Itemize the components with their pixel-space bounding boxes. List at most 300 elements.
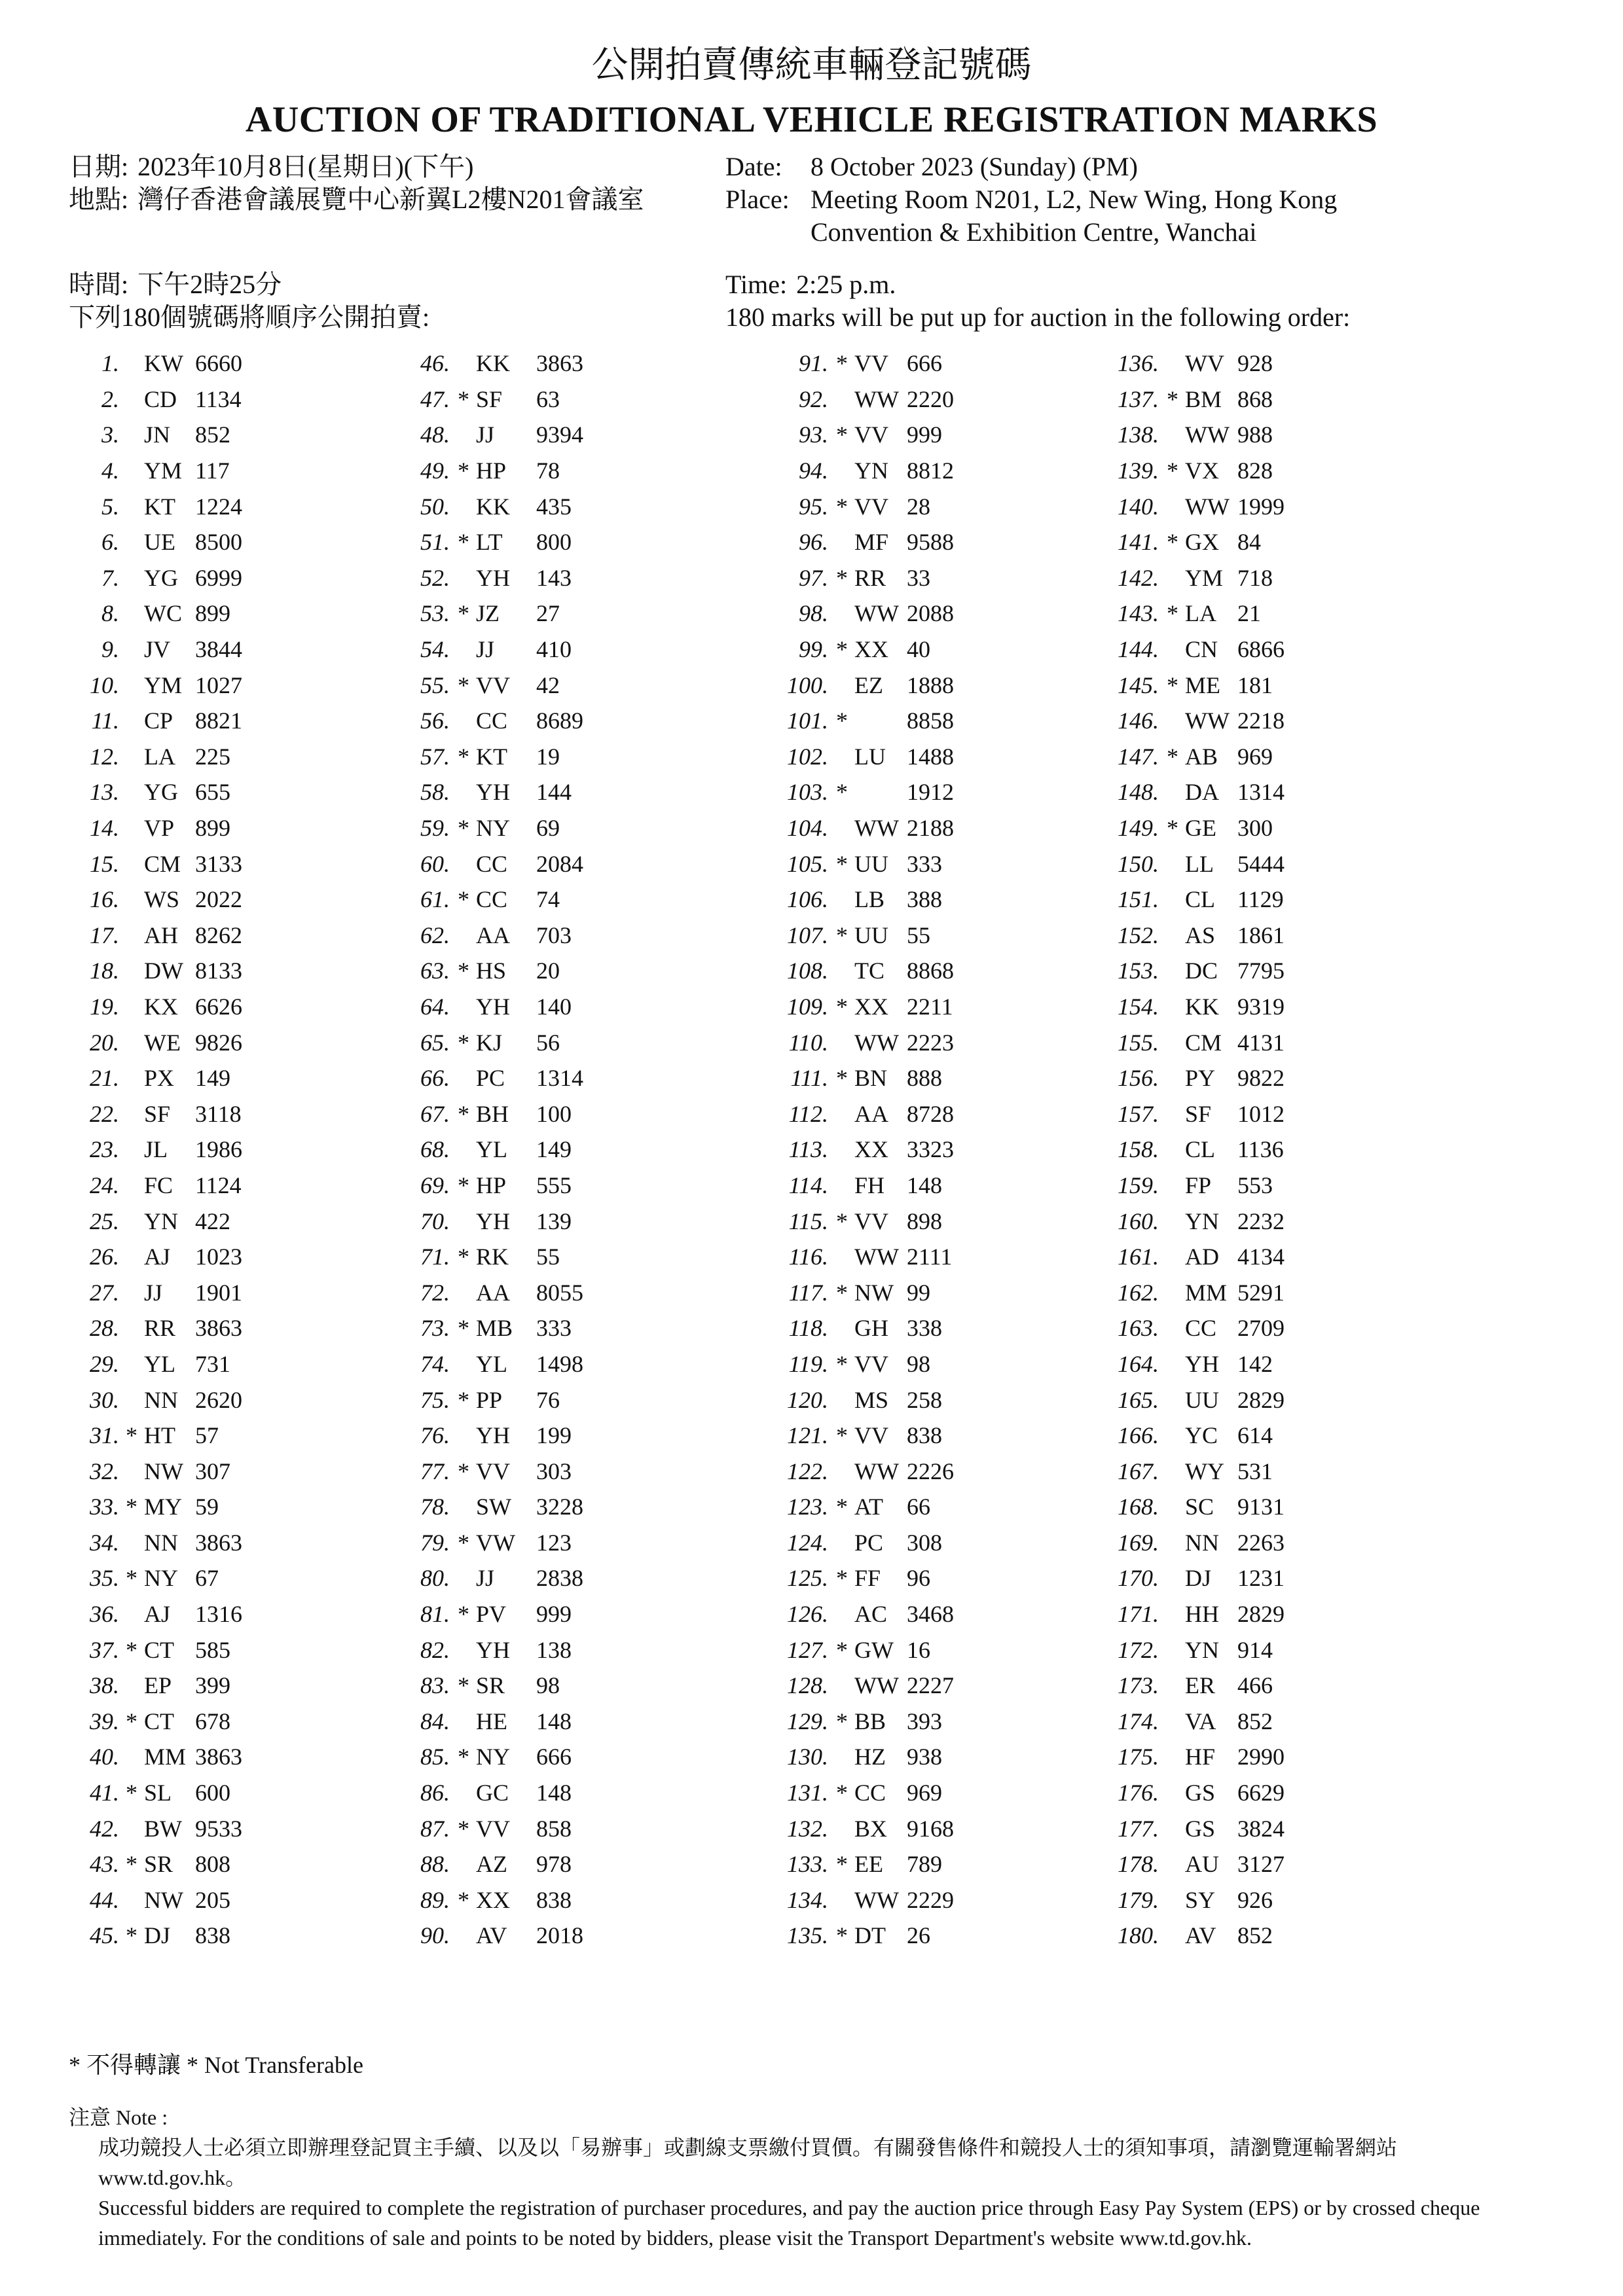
mark-digits: 117: [195, 457, 230, 484]
mark-entry: [390, 810, 583, 846]
mark-digits: 181: [1237, 672, 1273, 698]
mark-number: 81.: [420, 1601, 450, 1628]
mark-digits: 435: [536, 493, 572, 520]
mark-letters: WW: [854, 815, 899, 842]
mark-digits: 55: [907, 922, 930, 948]
mark-entry: [65, 918, 242, 954]
mark-entry: [763, 346, 954, 382]
not-transferable-marker: *: [836, 493, 848, 520]
mark-number: 26.: [90, 1244, 119, 1270]
mark-entry: [763, 1739, 954, 1775]
mark-number: 171.: [1118, 1601, 1159, 1628]
mark-entry: [763, 1810, 954, 1846]
mark-letters: MM: [1185, 1279, 1228, 1306]
mark-digits: 8858: [907, 708, 954, 734]
mark-digits: 3133: [195, 850, 242, 877]
mark-letters: KJ: [476, 1029, 503, 1056]
mark-letters: VV: [854, 350, 888, 377]
not-transferable-marker: *: [458, 1244, 469, 1270]
mark-number: 135.: [787, 1922, 828, 1949]
mark-entry: [390, 488, 583, 524]
mark-letters: FH: [854, 1172, 885, 1198]
mark-number: 151.: [1118, 886, 1159, 913]
mark-digits: 808: [195, 1851, 230, 1878]
mark-entry: [1090, 1203, 1285, 1239]
mark-entry: [65, 774, 242, 810]
mark-entry: [390, 1168, 583, 1204]
not-transferable-marker: *: [836, 779, 848, 806]
mark-entry: [1090, 739, 1285, 775]
mark-number: 12.: [90, 743, 119, 770]
mark-entry: [390, 882, 583, 918]
not-transferable-marker: *: [458, 1172, 469, 1198]
mark-number: 11.: [91, 708, 119, 734]
mark-digits: 2829: [1237, 1386, 1285, 1413]
date-label-en: Date:: [725, 152, 782, 181]
mark-entry: [763, 1310, 954, 1346]
mark-entry: [65, 1918, 242, 1954]
mark-letters: GX: [1185, 529, 1219, 556]
mark-entry: [1090, 1024, 1285, 1060]
mark-entry: [65, 1346, 242, 1382]
mark-number: 130.: [787, 1744, 828, 1770]
mark-letters: AZ: [476, 1851, 507, 1878]
not-transferable-marker: *: [836, 1708, 848, 1734]
mark-number: 14.: [90, 815, 119, 842]
mark-number: 150.: [1118, 850, 1159, 877]
mark-letters: SF: [476, 386, 503, 412]
not-transferable-footnote: * 不得轉讓 * Not Transferable: [69, 2052, 363, 2078]
mark-digits: 1314: [1237, 779, 1285, 806]
mark-number: 160.: [1118, 1208, 1159, 1234]
mark-entry: [65, 1525, 242, 1561]
mark-entry: [65, 1810, 242, 1846]
mark-letters: VX: [1185, 457, 1219, 484]
mark-digits: 553: [1237, 1172, 1273, 1198]
mark-number: 116.: [788, 1244, 828, 1270]
mark-entry: [763, 953, 954, 989]
mark-entry: [65, 524, 242, 560]
mark-letters: NN: [1185, 1529, 1219, 1556]
mark-digits: 2620: [195, 1386, 242, 1413]
mark-entry: [65, 1168, 242, 1204]
mark-entry: [1090, 1453, 1285, 1489]
mark-number: 95.: [799, 493, 828, 520]
mark-entry: [763, 1596, 954, 1632]
mark-letters: KK: [476, 493, 510, 520]
mark-number: 51.: [420, 529, 450, 556]
mark-letters: MB: [476, 1315, 513, 1342]
mark-number: 167.: [1118, 1458, 1159, 1484]
mark-number: 180.: [1118, 1922, 1159, 1949]
mark-number: 105.: [787, 850, 828, 877]
mark-number: 45.: [90, 1922, 119, 1949]
mark-number: 84.: [420, 1708, 450, 1734]
mark-digits: 3228: [536, 1494, 583, 1520]
mark-digits: 978: [536, 1851, 572, 1878]
mark-number: 158.: [1118, 1136, 1159, 1163]
mark-entry: [65, 953, 242, 989]
mark-letters: YH: [476, 1208, 510, 1234]
mark-letters: KT: [476, 743, 507, 770]
mark-entry: [65, 739, 242, 775]
mark-digits: 1861: [1237, 922, 1285, 948]
mark-entry: [390, 1382, 583, 1418]
not-transferable-marker: *: [458, 815, 469, 842]
mark-number: 78.: [420, 1494, 450, 1520]
date-label-zh: 日期:: [69, 152, 129, 181]
mark-entry: [390, 453, 583, 489]
mark-digits: 2084: [536, 850, 583, 877]
place-label-zh: 地點:: [69, 185, 129, 214]
mark-digits: 585: [195, 1636, 230, 1663]
mark-entry: [763, 1346, 954, 1382]
mark-number: 140.: [1118, 493, 1159, 520]
mark-digits: 1136: [1237, 1136, 1284, 1163]
mark-letters: YH: [1185, 1350, 1219, 1377]
mark-number: 119.: [788, 1350, 828, 1377]
mark-letters: YL: [144, 1350, 175, 1377]
mark-entry: [1090, 1739, 1285, 1775]
mark-letters: AH: [144, 922, 178, 948]
mark-digits: 422: [195, 1208, 230, 1234]
mark-digits: 899: [195, 600, 230, 627]
mark-letters: CL: [1185, 1136, 1216, 1163]
not-transferable-marker: *: [126, 1565, 137, 1592]
mark-number: 41.: [90, 1780, 119, 1806]
mark-digits: 28: [907, 493, 930, 520]
mark-letters: TC: [854, 958, 885, 984]
mark-letters: WY: [1185, 1458, 1224, 1484]
mark-digits: 98: [536, 1672, 560, 1699]
mark-entry: [1090, 1918, 1285, 1954]
mark-letters: WS: [144, 886, 179, 913]
mark-letters: CD: [144, 386, 177, 412]
note-zh-line2: www.td.gov.hk。: [98, 2166, 247, 2189]
mark-entry: [65, 1239, 242, 1275]
mark-digits: 938: [907, 1744, 942, 1770]
mark-digits: 9319: [1237, 993, 1285, 1020]
mark-letters: PY: [1185, 1065, 1216, 1092]
mark-entry: [390, 739, 583, 775]
mark-number: 117.: [788, 1279, 828, 1306]
mark-number: 25.: [90, 1208, 119, 1234]
mark-entry: [390, 1346, 583, 1382]
mark-entry: [390, 1203, 583, 1239]
mark-digits: 3118: [195, 1100, 242, 1127]
mark-digits: 19: [536, 743, 560, 770]
mark-digits: 300: [1237, 815, 1273, 842]
mark-letters: YG: [144, 564, 178, 591]
mark-letters: VV: [476, 672, 510, 698]
mark-number: 91.: [799, 350, 828, 377]
mark-digits: 8262: [195, 922, 242, 948]
mark-digits: 655: [195, 779, 230, 806]
mark-entry: [65, 1632, 242, 1668]
mark-digits: 614: [1237, 1422, 1273, 1449]
mark-number: 123.: [787, 1494, 828, 1520]
mark-number: 113.: [788, 1136, 828, 1163]
mark-digits: 393: [907, 1708, 942, 1734]
mark-letters: FP: [1185, 1172, 1212, 1198]
mark-letters: EE: [854, 1851, 883, 1878]
not-transferable-marker: *: [836, 564, 848, 591]
mark-entry: [763, 1632, 954, 1668]
mark-digits: 139: [536, 1208, 572, 1234]
mark-digits: 7795: [1237, 958, 1285, 984]
mark-digits: 789: [907, 1851, 942, 1878]
mark-letters: KX: [144, 993, 178, 1020]
mark-entry: [1090, 1775, 1285, 1811]
mark-entry: [1090, 1168, 1285, 1204]
mark-digits: 838: [195, 1922, 230, 1949]
mark-digits: 56: [536, 1029, 560, 1056]
mark-number: 86.: [420, 1780, 450, 1806]
mark-digits: 2263: [1237, 1529, 1285, 1556]
mark-number: 152.: [1118, 922, 1159, 948]
mark-entry: [763, 632, 954, 668]
mark-entry: [1090, 417, 1285, 453]
mark-entry: [390, 703, 583, 739]
not-transferable-marker: *: [836, 850, 848, 877]
mark-digits: 66: [907, 1494, 930, 1520]
mark-number: 23.: [90, 1136, 119, 1163]
mark-number: 3.: [101, 422, 119, 448]
not-transferable-marker: *: [458, 457, 469, 484]
mark-number: 173.: [1118, 1672, 1159, 1699]
mark-entry: [390, 1704, 583, 1740]
mark-digits: 8728: [907, 1100, 954, 1127]
mark-letters: YM: [144, 457, 183, 484]
mark-letters: NY: [144, 1565, 178, 1592]
marks-column-4: [1090, 346, 1285, 1954]
mark-number: 146.: [1118, 708, 1159, 734]
not-transferable-marker: *: [836, 350, 848, 377]
mark-letters: PP: [476, 1386, 503, 1413]
mark-entry: [65, 560, 242, 596]
mark-number: 76.: [420, 1422, 450, 1449]
mark-letters: AB: [1185, 743, 1218, 770]
mark-digits: 8500: [195, 529, 242, 556]
mark-entry: [763, 1382, 954, 1418]
not-transferable-marker: *: [1167, 743, 1178, 770]
mark-entry: [390, 1310, 583, 1346]
mark-entry: [390, 918, 583, 954]
mark-number: 44.: [90, 1886, 119, 1913]
mark-number: 20.: [90, 1029, 119, 1056]
mark-letters: JJ: [476, 1565, 495, 1592]
mark-number: 16.: [90, 886, 119, 913]
mark-letters: WW: [854, 1458, 899, 1484]
mark-letters: WW: [854, 386, 899, 412]
mark-digits: 555: [536, 1172, 572, 1198]
mark-number: 4.: [101, 457, 119, 484]
mark-letters: DW: [144, 958, 183, 984]
mark-digits: 6626: [195, 993, 242, 1020]
mark-letters: BN: [854, 1065, 888, 1092]
mark-entry: [65, 989, 242, 1025]
mark-number: 61.: [420, 886, 450, 913]
mark-digits: 731: [195, 1350, 230, 1377]
mark-entry: [1090, 989, 1285, 1025]
mark-entry: [763, 382, 954, 418]
mark-digits: 99: [907, 1279, 930, 1306]
mark-digits: 1134: [195, 386, 242, 412]
mark-number: 153.: [1118, 958, 1159, 984]
mark-number: 79.: [420, 1529, 450, 1556]
mark-number: 129.: [787, 1708, 828, 1734]
mark-number: 168.: [1118, 1494, 1159, 1520]
mark-digits: 2111: [907, 1244, 953, 1270]
not-transferable-marker: *: [836, 422, 848, 448]
mark-entry: [390, 989, 583, 1025]
mark-entry: [1090, 810, 1285, 846]
place-value-zh: 灣仔香港會議展覽中心新翼L2樓N201會議室: [137, 185, 644, 214]
mark-number: 121.: [787, 1422, 828, 1449]
mark-digits: 600: [195, 1780, 230, 1806]
mark-digits: 2018: [536, 1922, 583, 1949]
mark-entry: [1090, 1846, 1285, 1882]
note-zh-line1: 成功競投人士必須立即辦理登記買主手續、以及以「易辦事」或劃線支票繳付買價。有關發售條件和競投人士的須知事項，請瀏覽運輸署網站: [98, 2136, 1398, 2159]
mark-digits: 1027: [195, 672, 242, 698]
mark-number: 49.: [420, 457, 450, 484]
mark-number: 110.: [788, 1029, 828, 1056]
mark-digits: 1124: [195, 1172, 242, 1198]
mark-digits: 3863: [536, 350, 583, 377]
mark-digits: 1901: [195, 1279, 242, 1306]
mark-letters: JJ: [476, 422, 495, 448]
mark-entry: [1090, 918, 1285, 954]
mark-number: 142.: [1118, 564, 1159, 591]
mark-number: 174.: [1118, 1708, 1159, 1734]
mark-letters: CT: [144, 1636, 175, 1663]
mark-entry: [763, 1060, 954, 1096]
mark-letters: KW: [144, 350, 183, 377]
mark-number: 157.: [1118, 1100, 1159, 1127]
not-transferable-marker: *: [126, 1708, 137, 1734]
mark-letters: AA: [854, 1100, 888, 1127]
mark-number: 138.: [1118, 422, 1159, 448]
mark-digits: 1888: [907, 672, 954, 698]
note-en-line2: immediately. For the conditions of sale and points to be noted by bidders, please visit the Transport Department's website www.td.gov.hk.: [98, 2226, 1252, 2250]
mark-number: 18.: [90, 958, 119, 984]
mark-entry: [1090, 596, 1285, 632]
mark-letters: JV: [144, 636, 171, 663]
mark-digits: 926: [1237, 1886, 1273, 1913]
mark-number: 145.: [1118, 672, 1159, 698]
mark-letters: RR: [144, 1315, 176, 1342]
mark-entry: [65, 810, 242, 846]
mark-number: 37.: [90, 1636, 119, 1663]
mark-entry: [1090, 1560, 1285, 1596]
mark-entry: [763, 989, 954, 1025]
mark-letters: YN: [144, 1208, 178, 1234]
mark-number: 59.: [420, 815, 450, 842]
mark-number: 128.: [787, 1672, 828, 1699]
mark-number: 137.: [1118, 386, 1159, 412]
mark-number: 87.: [420, 1815, 450, 1842]
mark-letters: MS: [854, 1386, 889, 1413]
mark-letters: HP: [476, 1172, 507, 1198]
mark-letters: DC: [1185, 958, 1218, 984]
mark-letters: YC: [1185, 1422, 1218, 1449]
not-transferable-marker: *: [458, 1529, 469, 1556]
mark-entry: [390, 1918, 583, 1954]
mark-letters: NY: [476, 815, 510, 842]
mark-letters: YM: [1185, 564, 1224, 591]
mark-digits: 225: [195, 743, 230, 770]
mark-number: 8.: [101, 600, 119, 627]
mark-entry: [1090, 1810, 1285, 1846]
mark-digits: 3468: [907, 1601, 954, 1628]
mark-number: 57.: [420, 743, 450, 770]
mark-number: 148.: [1118, 779, 1159, 806]
mark-entry: [65, 703, 242, 739]
mark-digits: 999: [536, 1601, 572, 1628]
mark-entry: [65, 488, 242, 524]
mark-digits: 303: [536, 1458, 572, 1484]
mark-digits: 142: [1237, 1350, 1273, 1377]
mark-letters: KK: [476, 350, 510, 377]
mark-number: 15.: [90, 850, 119, 877]
not-transferable-marker: *: [1167, 457, 1178, 484]
mark-digits: 8868: [907, 958, 954, 984]
mark-letters: NW: [144, 1458, 183, 1484]
mark-entry: [390, 1596, 583, 1632]
mark-letters: EZ: [854, 672, 883, 698]
mark-number: 100.: [787, 672, 828, 698]
mark-entry: [390, 1060, 583, 1096]
mark-entry: [390, 382, 583, 418]
mark-letters: WE: [144, 1029, 181, 1056]
not-transferable-marker: *: [126, 1851, 137, 1878]
mark-digits: 2829: [1237, 1601, 1285, 1628]
not-transferable-marker: *: [126, 1422, 137, 1449]
mark-entry: [390, 1489, 583, 1525]
mark-digits: 838: [907, 1422, 942, 1449]
mark-entry: [763, 1489, 954, 1525]
not-transferable-marker: *: [458, 1029, 469, 1056]
mark-letters: VV: [476, 1815, 510, 1842]
mark-letters: XX: [854, 1136, 888, 1163]
mark-digits: 3323: [907, 1136, 954, 1163]
mark-digits: 1314: [536, 1065, 583, 1092]
mark-number: 29.: [90, 1350, 119, 1377]
mark-number: 170.: [1118, 1565, 1159, 1592]
mark-number: 132.: [787, 1815, 828, 1842]
mark-letters: FF: [854, 1565, 881, 1592]
mark-letters: WW: [854, 600, 899, 627]
mark-digits: 148: [907, 1172, 942, 1198]
mark-letters: HS: [476, 958, 507, 984]
mark-letters: JL: [144, 1136, 168, 1163]
mark-number: 115.: [788, 1208, 828, 1234]
mark-letters: CL: [1185, 886, 1216, 913]
mark-entry: [1090, 882, 1285, 918]
mark-entry: [390, 1846, 583, 1882]
mark-entry: [763, 1132, 954, 1168]
mark-number: 69.: [420, 1172, 450, 1198]
mark-number: 127.: [787, 1636, 828, 1663]
mark-letters: MF: [854, 529, 889, 556]
mark-digits: 1129: [1237, 886, 1284, 913]
mark-entry: [1090, 1632, 1285, 1668]
mark-digits: 8133: [195, 958, 242, 984]
not-transferable-marker: *: [1167, 386, 1178, 412]
mark-entry: [390, 524, 583, 560]
mark-letters: GH: [854, 1315, 888, 1342]
mark-number: 104.: [787, 815, 828, 842]
